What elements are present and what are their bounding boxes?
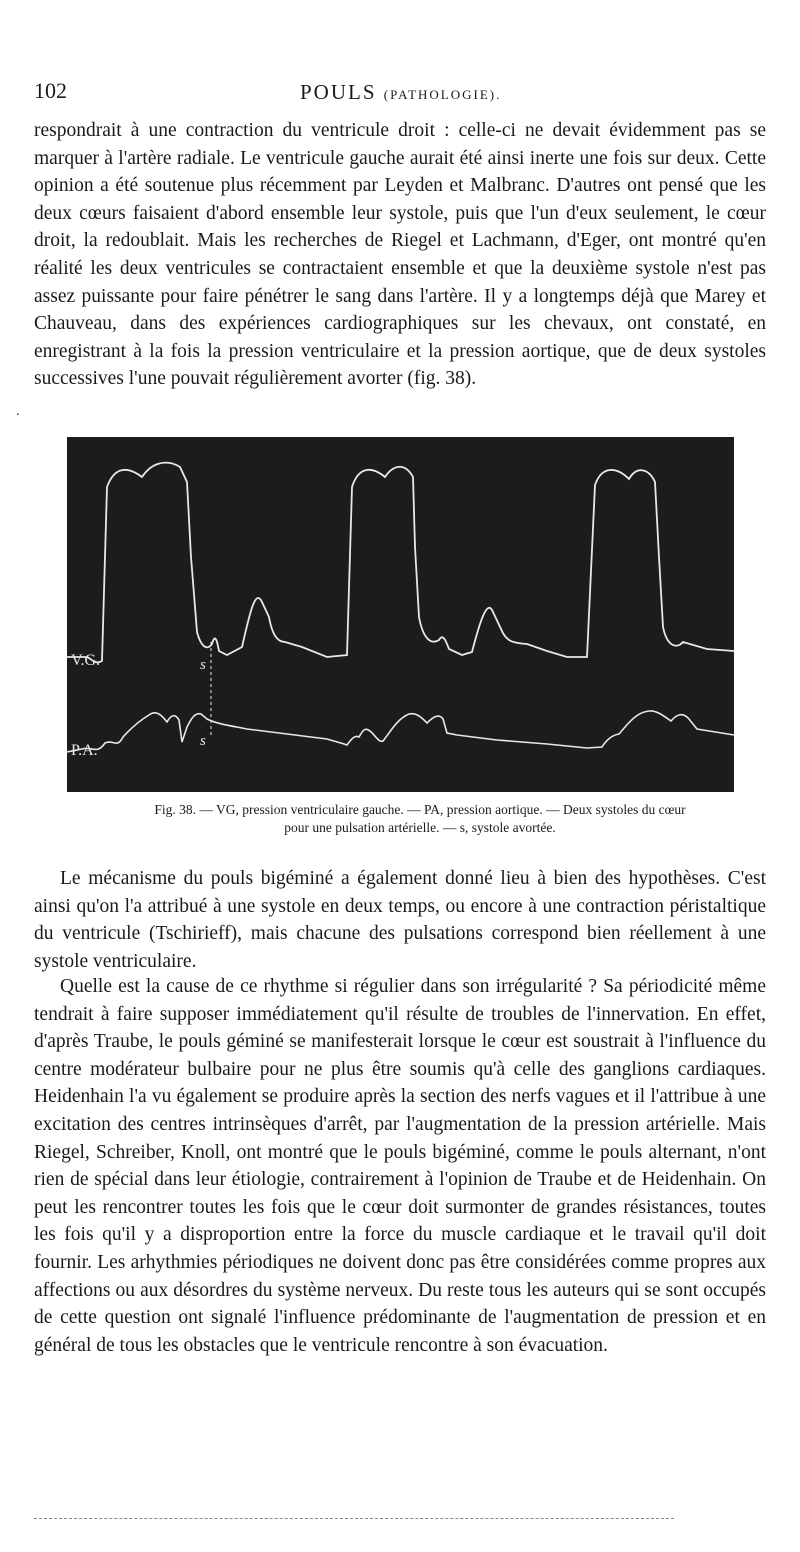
pressure-tracing (67, 437, 734, 792)
running-subtitle: (PATHOLOGIE). (383, 87, 502, 102)
body-paragraph-3: Quelle est la cause de ce rhythme si régulier dans son irrégularité ? Sa périodicité même tendrait à faire supposer immédiatement qu'il résulte de troubles de l'innervation. En effet, d'après Traube, le pouls géminé se manifesterait lorsque le cœur est soustrait à l'influence du centre modérateur bulbaire pour ne plus être soumis qu'à celle des ganglions cardiaques. Heidenhain l'a vu également se produire après la section des nerfs vagues et il l'attribue à une excitation des centres intrinsèques d'arrêt, par l'augmentation de la pression artérielle. Mais Riegel, Schreiber, Knoll, ont montré que le pouls bigéminé, comme le pouls alternant, n'ont rien de spécial dans leur étiologie, contrairement à l'opinion de Traube et de Heidenhain. On peut les rencontrer toutes les fois que le cœur doit surmonter de grandes résistances, toutes les fois qu'il y a disproportion entre la force du muscle cardiaque et le travail qu'il doit fournir. Les arhythmies périodiques ne doivent donc pas être considérées comme propres aux affections ou aux désordres du système nerveux. Du reste tous les auteurs qui se sont occupés de cette question ont signalé l'influence prédominante de l'augmentation de pression et en général de tous les obstacles que le ventricule rencontre à son évacuation. (34, 976, 766, 1356)
systole-label-pa: s (200, 733, 206, 749)
systole-label-vg: s (200, 657, 206, 673)
footer-rule (34, 1518, 674, 1519)
body-paragraph-2: Le mécanisme du pouls bigéminé a également donné lieu à bien des hypothèses. C'est ainsi qu'on l'a attribué à une systole en deux temps, ou encore à une contraction péristaltique du ventricule (Tschirieff), mais chacune des pulsations correspond bien réellement à une systole ventriculaire. (34, 868, 766, 972)
figure-background (67, 437, 734, 792)
page-number: 102 (34, 78, 67, 103)
caption-line-1: Fig. 38. — VG, pression ventriculaire gauche. — PA, pression aortique. — Deux systoles du cœur (154, 802, 686, 817)
running-head (300, 80, 501, 105)
caption-line-2: pour une pulsation artérielle. — s, systole avortée. (284, 820, 556, 835)
body-paragraph-1: respondrait à une contraction du ventricule droit : celle-ci ne devait évidemment pas se marquer à l'artère radiale. Le ventricule gauche aurait été ainsi inerte une fois sur deux. Cette opinion a été soutenue plus récemment par Leyden et Malbranc. D'autres ont pensé que les deux cœurs faisaient d'abord ensemble leur systole, puis que l'un d'eux seulement, le cœur droit, la redoublait. Mais les recherches de Riegel et Lachmann, d'Eger, ont montré qu'en réalité les deux ventricules se contractaient ensemble et que la deuxième systole n'est pas assez puissante pour faire pénétrer le sang dans l'artère. Il y a longtemps déjà que Marey et Chauveau, dans des expériences cardiographiques sur les chevaux, ont constaté, en enregistrant à la fois la pression ventriculaire et la pression aortique, que de deux systoles successives l'une pouvait régulièrement avorter (fig. 38). (34, 120, 766, 390)
vg-label: V.G. (71, 652, 101, 669)
figure-caption (60, 801, 780, 837)
running-title: POULS (300, 80, 377, 104)
margin-mark: . (16, 404, 20, 419)
figure-38 (67, 437, 734, 792)
pa-label: P.A. (71, 742, 98, 759)
